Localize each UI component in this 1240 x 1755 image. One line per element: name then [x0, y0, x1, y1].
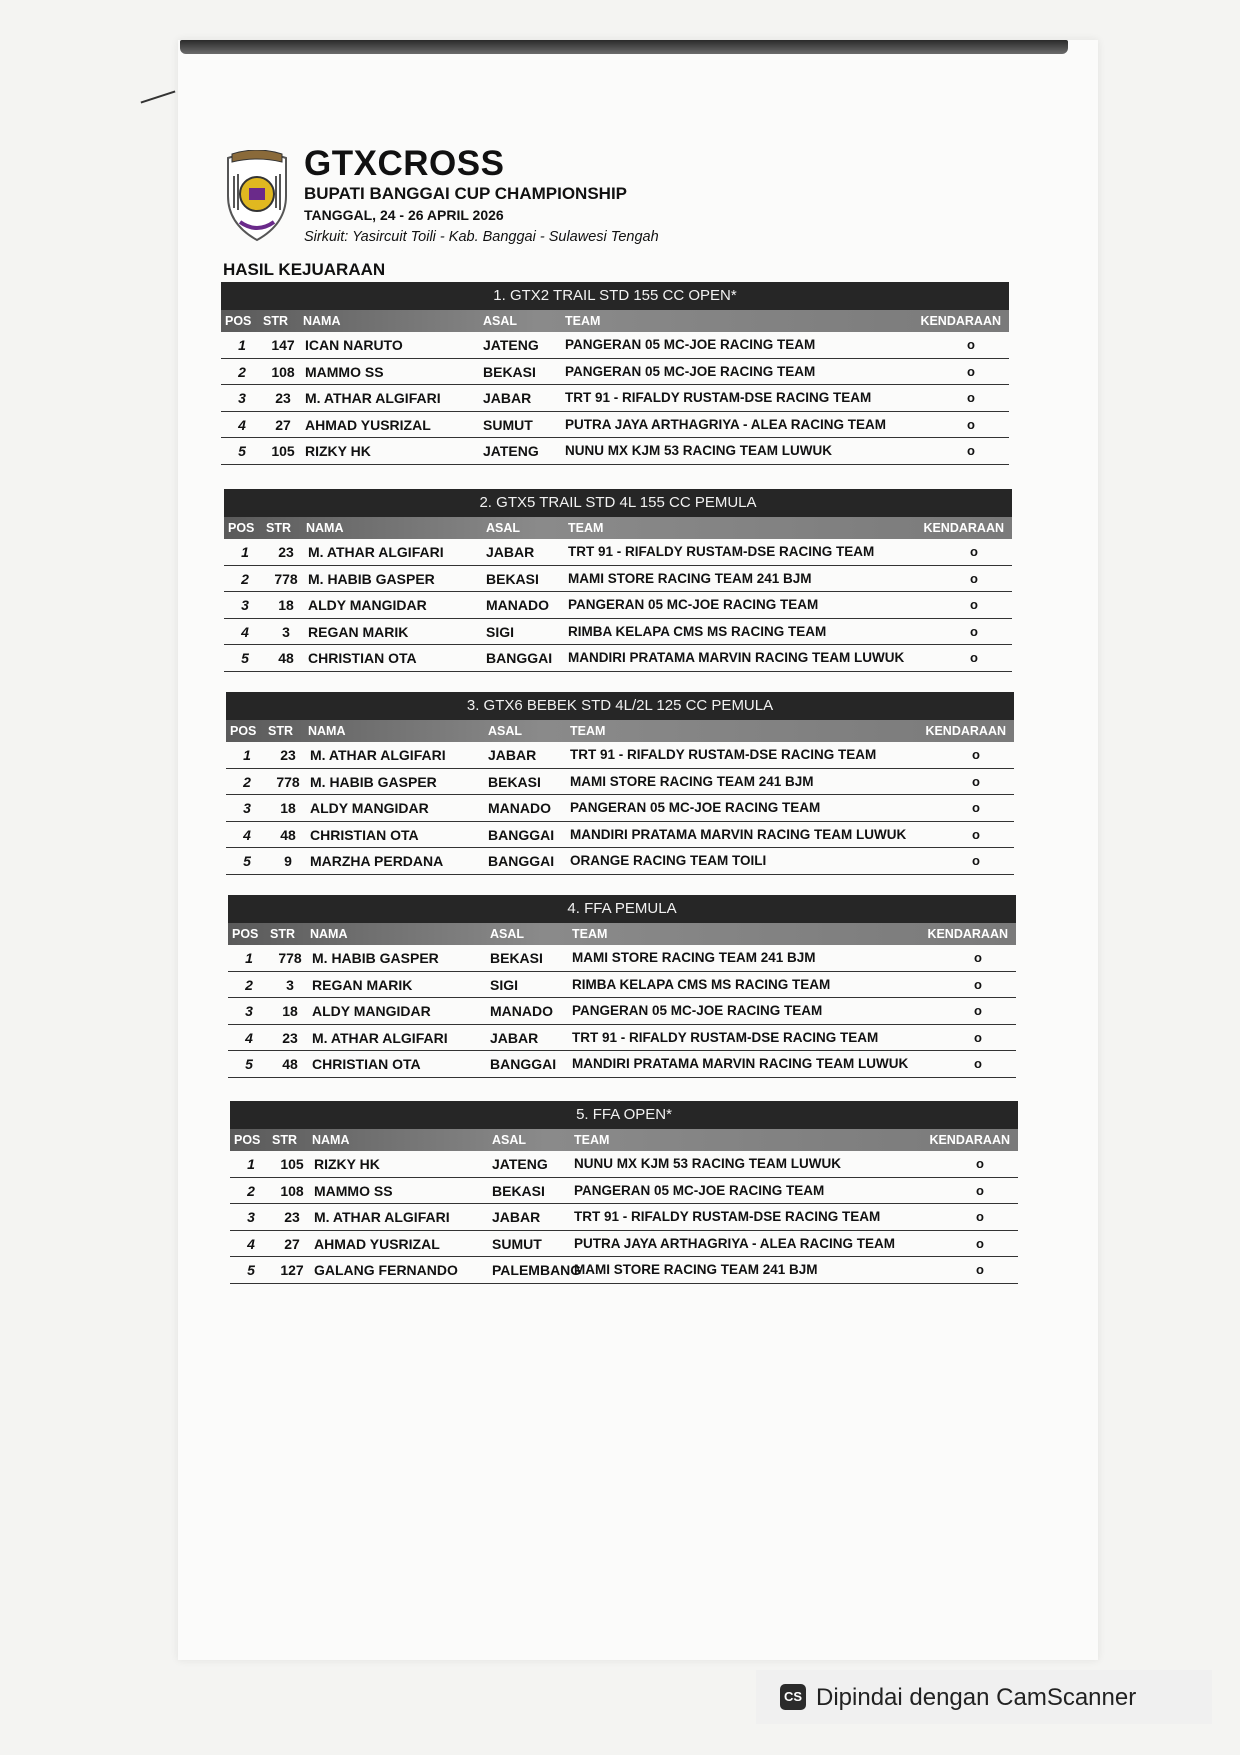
cell-kend: o — [970, 570, 978, 586]
column-header-kendaraan: KENDARAAN — [923, 521, 1004, 535]
cell-asal: JABAR — [492, 1209, 541, 1225]
column-header-pos: POS — [234, 1133, 261, 1147]
table-row — [221, 332, 1009, 359]
cell-pos: 3 — [245, 1003, 253, 1019]
table-row — [226, 795, 1014, 822]
event-date: TANGGAL, 24 - 26 APRIL 2026 — [304, 207, 504, 223]
table-row — [224, 592, 1012, 619]
cell-kend: o — [976, 1182, 984, 1198]
cell-pos: 3 — [241, 597, 249, 613]
cell-str: 27 — [275, 416, 291, 433]
championship-subtitle: BUPATI BANGGAI CUP CHAMPIONSHIP — [304, 184, 628, 203]
cell-asal: BEKASI — [488, 773, 541, 790]
section-title: 5. FFA OPEN* — [230, 1101, 1018, 1129]
cell-team: PANGERAN 05 MC-JOE RACING TEAM — [568, 597, 819, 612]
cell-team: PUTRA JAYA ARTHAGRIYA - ALEA RACING TEAM — [574, 1235, 896, 1251]
table-row — [221, 438, 1009, 465]
cell-str: 48 — [278, 650, 294, 666]
cell-team: MAMI STORE RACING TEAM 241 BJM — [574, 1262, 818, 1277]
table-row — [230, 1204, 1018, 1231]
table-row — [228, 998, 1016, 1025]
column-header-pos: POS — [225, 314, 252, 328]
section-title: 1. GTX2 TRAIL STD 155 CC OPEN* — [221, 282, 1009, 310]
cell-nama: AHMAD YUSRIZAL — [314, 1235, 440, 1252]
circuit-info: Sirkuit: Yasircuit Toili - Kab. Banggai - Sulawesi Tengah — [304, 229, 659, 245]
cell-asal: MANADO — [488, 800, 551, 816]
cell-asal: JABAR — [490, 1029, 539, 1046]
cell-nama: ALDY MANGIDAR — [310, 800, 429, 816]
cell-pos: 3 — [238, 390, 246, 406]
cell-str: 23 — [282, 1029, 298, 1046]
camscanner-cs-icon: CS — [780, 1684, 806, 1710]
cell-nama: ALDY MANGIDAR — [312, 1003, 431, 1019]
cell-team: PUTRA JAYA ARTHAGRIYA - ALEA RACING TEAM — [565, 416, 887, 432]
column-header-row — [228, 923, 1016, 945]
column-header-row — [224, 517, 1012, 539]
cell-team: PANGERAN 05 MC-JOE RACING TEAM — [565, 337, 816, 352]
column-header-row — [221, 310, 1009, 332]
cell-str: 27 — [284, 1235, 300, 1252]
cell-str: 105 — [271, 443, 295, 459]
cell-pos: 2 — [247, 1182, 255, 1199]
table-row — [224, 645, 1012, 672]
cell-nama: M. HABIB GASPER — [308, 570, 435, 587]
cell-kend: o — [976, 1262, 984, 1277]
cell-asal: SUMUT — [483, 416, 533, 433]
cell-nama: M. ATHAR ALGIFARI — [314, 1209, 450, 1225]
cell-pos: 5 — [241, 650, 249, 666]
table-row — [228, 945, 1016, 972]
cell-asal: BEKASI — [483, 363, 536, 380]
cell-team: MANDIRI PRATAMA MARVIN RACING TEAM LUWUK — [570, 826, 907, 842]
cell-str: 3 — [286, 976, 294, 993]
cell-nama: GALANG FERNANDO — [314, 1262, 458, 1278]
cell-nama: RIZKY HK — [314, 1156, 380, 1172]
cell-team: TRT 91 - RIFALDY RUSTAM-DSE RACING TEAM — [570, 747, 877, 762]
cell-asal: BANGGAI — [490, 1056, 557, 1072]
cell-kend: o — [972, 853, 980, 868]
cell-nama: M. ATHAR ALGIFARI — [305, 390, 441, 406]
pen-mark — [141, 90, 176, 103]
cell-asal: MANADO — [490, 1003, 553, 1019]
cell-str: 48 — [282, 1056, 298, 1072]
cell-pos: 4 — [247, 1235, 255, 1252]
cell-kend: o — [970, 623, 978, 639]
cell-team: TRT 91 - RIFALDY RUSTAM-DSE RACING TEAM — [572, 1029, 879, 1045]
table-row — [230, 1257, 1018, 1284]
cell-nama: REGAN MARIK — [308, 623, 409, 640]
cell-asal: JATENG — [483, 443, 539, 459]
cell-str: 108 — [280, 1182, 304, 1199]
cell-team: PANGERAN 05 MC-JOE RACING TEAM — [574, 1182, 825, 1198]
cell-pos: 5 — [245, 1056, 253, 1072]
column-header-nama: NAMA — [308, 724, 346, 738]
results-section-4 — [228, 895, 1016, 1078]
cell-pos: 4 — [243, 826, 251, 843]
column-header-kendaraan: KENDARAAN — [925, 724, 1006, 738]
table-row — [226, 769, 1014, 796]
cell-team: RIMBA KELAPA CMS MS RACING TEAM — [572, 976, 831, 992]
cell-asal: JATENG — [492, 1156, 548, 1172]
cell-asal: JATENG — [483, 337, 539, 353]
cell-nama: ALDY MANGIDAR — [308, 597, 427, 613]
cell-asal: BANGGAI — [486, 650, 553, 666]
cell-kend: o — [967, 416, 975, 432]
cell-kend: o — [976, 1235, 984, 1251]
cell-kend: o — [967, 443, 975, 458]
cell-kend: o — [970, 544, 978, 559]
cell-pos: 5 — [238, 443, 246, 459]
cell-team: ORANGE RACING TEAM TOILI — [570, 853, 767, 868]
table-row — [228, 1051, 1016, 1078]
cell-asal: SUMUT — [492, 1235, 542, 1252]
column-header-nama: NAMA — [312, 1133, 350, 1147]
cell-str: 778 — [274, 570, 298, 587]
cell-nama: ICAN NARUTO — [305, 337, 403, 353]
column-header-pos: POS — [230, 724, 257, 738]
cell-kend: o — [976, 1156, 984, 1171]
table-row — [221, 412, 1009, 439]
cell-pos: 3 — [243, 800, 251, 816]
cell-nama: MAMMO SS — [314, 1182, 393, 1199]
column-header-kendaraan: KENDARAAN — [920, 314, 1001, 328]
column-header-str: STR — [268, 724, 293, 738]
cell-nama: M. ATHAR ALGIFARI — [312, 1029, 448, 1046]
cell-str: 778 — [278, 950, 302, 966]
table-row — [221, 359, 1009, 386]
cell-str: 23 — [275, 390, 291, 406]
cell-team: MANDIRI PRATAMA MARVIN RACING TEAM LUWUK — [568, 650, 905, 665]
cell-kend: o — [974, 1003, 982, 1018]
table-row — [224, 566, 1012, 593]
table-row — [226, 742, 1014, 769]
cell-pos: 5 — [247, 1262, 255, 1278]
cell-kend: o — [974, 950, 982, 965]
cell-str: 18 — [282, 1003, 298, 1019]
cell-str: 108 — [271, 363, 295, 380]
cell-nama: AHMAD YUSRIZAL — [305, 416, 431, 433]
column-header-str: STR — [263, 314, 288, 328]
column-header-team: TEAM — [570, 724, 606, 738]
cell-kend: o — [974, 976, 982, 992]
camscanner-text: Dipindai dengan CamScanner — [816, 1684, 1137, 1711]
cell-team: TRT 91 - RIFALDY RUSTAM-DSE RACING TEAM — [565, 390, 872, 405]
table-row — [221, 385, 1009, 412]
table-row — [226, 848, 1014, 875]
section-title: 2. GTX5 TRAIL STD 4L 155 CC PEMULA — [224, 489, 1012, 517]
column-header-str: STR — [272, 1133, 297, 1147]
cell-team: TRT 91 - RIFALDY RUSTAM-DSE RACING TEAM — [568, 544, 875, 559]
column-header-pos: POS — [228, 521, 255, 535]
cell-str: 127 — [280, 1262, 304, 1278]
cell-str: 18 — [278, 597, 294, 613]
cell-team: TRT 91 - RIFALDY RUSTAM-DSE RACING TEAM — [574, 1209, 881, 1224]
column-header-team: TEAM — [572, 927, 608, 941]
cell-pos: 1 — [241, 544, 249, 560]
cell-team: MAMI STORE RACING TEAM 241 BJM — [568, 570, 812, 586]
column-header-asal: ASAL — [490, 927, 525, 941]
cell-asal: SIGI — [490, 976, 519, 993]
cell-nama: M. HABIB GASPER — [312, 950, 439, 966]
column-header-team: TEAM — [574, 1133, 610, 1147]
cell-team: NUNU MX KJM 53 RACING TEAM LUWUK — [565, 443, 833, 458]
column-header-pos: POS — [232, 927, 259, 941]
cell-asal: SIGI — [486, 623, 515, 640]
cell-str: 23 — [284, 1209, 300, 1225]
cell-kend: o — [967, 363, 975, 379]
section-title: 3. GTX6 BEBEK STD 4L/2L 125 CC PEMULA — [226, 692, 1014, 720]
cell-kend: o — [974, 1056, 982, 1071]
column-header-asal: ASAL — [488, 724, 523, 738]
cell-asal: BEKASI — [486, 570, 539, 587]
cell-asal: BANGGAI — [488, 853, 555, 869]
cell-team: PANGERAN 05 MC-JOE RACING TEAM — [572, 1003, 823, 1018]
cell-kend: o — [976, 1209, 984, 1224]
cell-asal: MANADO — [486, 597, 549, 613]
cell-str: 18 — [280, 800, 296, 816]
table-row — [230, 1231, 1018, 1258]
scan-top-edge — [180, 40, 1068, 54]
cell-kend: o — [967, 390, 975, 405]
cell-kend: o — [972, 826, 980, 842]
cell-kend: o — [972, 747, 980, 762]
column-header-team: TEAM — [568, 521, 604, 535]
column-header-str: STR — [266, 521, 291, 535]
cell-str: 23 — [280, 747, 296, 763]
table-row — [224, 539, 1012, 566]
cell-pos: 4 — [238, 416, 246, 433]
cell-pos: 4 — [245, 1029, 253, 1046]
results-section-1 — [221, 282, 1009, 465]
results-section-3 — [226, 692, 1014, 875]
cell-pos: 2 — [238, 363, 246, 380]
cell-pos: 2 — [241, 570, 249, 587]
cell-kend: o — [970, 597, 978, 612]
column-header-asal: ASAL — [483, 314, 518, 328]
cell-nama: CHRISTIAN OTA — [310, 826, 419, 843]
cell-asal: PALEMBANG — [492, 1262, 582, 1278]
cell-asal: JABAR — [488, 747, 537, 763]
cell-nama: MAMMO SS — [305, 363, 384, 380]
cell-kend: o — [967, 337, 975, 352]
cell-asal: JABAR — [486, 544, 535, 560]
cell-pos: 1 — [243, 747, 251, 763]
column-header-row — [230, 1129, 1018, 1151]
cell-kend: o — [972, 800, 980, 815]
cell-pos: 2 — [245, 976, 253, 993]
cell-asal: BANGGAI — [488, 826, 555, 843]
cell-str: 105 — [280, 1156, 304, 1172]
cell-str: 23 — [278, 544, 294, 560]
camscanner-watermark — [756, 1670, 1212, 1724]
cell-str: 3 — [282, 623, 290, 640]
cell-pos: 1 — [238, 337, 246, 353]
cell-team: MAMI STORE RACING TEAM 241 BJM — [572, 950, 816, 965]
cell-asal: JABAR — [483, 390, 532, 406]
table-row — [224, 619, 1012, 646]
brand-title: GTXCROSS — [304, 144, 505, 183]
cell-asal: BEKASI — [490, 950, 543, 966]
column-header-nama: NAMA — [306, 521, 344, 535]
column-header-nama: NAMA — [303, 314, 341, 328]
cell-team: NUNU MX KJM 53 RACING TEAM LUWUK — [574, 1156, 842, 1171]
cell-team: RIMBA KELAPA CMS MS RACING TEAM — [568, 623, 827, 639]
table-row — [228, 1025, 1016, 1052]
cell-str: 9 — [284, 853, 292, 869]
table-row — [226, 822, 1014, 849]
column-header-nama: NAMA — [310, 927, 348, 941]
cell-asal: BEKASI — [492, 1182, 545, 1199]
cell-pos: 4 — [241, 623, 249, 640]
cell-str: 147 — [271, 337, 295, 353]
cell-pos: 3 — [247, 1209, 255, 1225]
cell-nama: REGAN MARIK — [312, 976, 413, 993]
table-row — [228, 972, 1016, 999]
cell-nama: M. ATHAR ALGIFARI — [310, 747, 446, 763]
column-header-str: STR — [270, 927, 295, 941]
cell-nama: CHRISTIAN OTA — [308, 650, 417, 666]
results-section-2 — [224, 489, 1012, 672]
column-header-asal: ASAL — [492, 1133, 527, 1147]
table-row — [230, 1151, 1018, 1178]
cell-pos: 1 — [247, 1156, 255, 1172]
championship-shield-logo-icon — [222, 150, 292, 242]
results-label: HASIL KEJUARAAN — [223, 260, 386, 279]
cell-pos: 2 — [243, 773, 251, 790]
column-header-kendaraan: KENDARAAN — [929, 1133, 1010, 1147]
cell-team: PANGERAN 05 MC-JOE RACING TEAM — [570, 800, 821, 815]
cell-str: 48 — [280, 826, 296, 843]
cell-kend: o — [974, 1029, 982, 1045]
results-section-5 — [230, 1101, 1018, 1284]
section-title: 4. FFA PEMULA — [228, 895, 1016, 923]
cell-nama: RIZKY HK — [305, 443, 371, 459]
cell-kend: o — [972, 773, 980, 789]
cell-nama: CHRISTIAN OTA — [312, 1056, 421, 1072]
column-header-row — [226, 720, 1014, 742]
table-row — [230, 1178, 1018, 1205]
cell-team: MAMI STORE RACING TEAM 241 BJM — [570, 773, 814, 789]
column-header-asal: ASAL — [486, 521, 521, 535]
cell-str: 778 — [276, 773, 300, 790]
cell-nama: MARZHA PERDANA — [310, 853, 444, 869]
cell-pos: 1 — [245, 950, 253, 966]
cell-pos: 5 — [243, 853, 251, 869]
cell-kend: o — [970, 650, 978, 665]
cell-nama: M. HABIB GASPER — [310, 773, 437, 790]
column-header-team: TEAM — [565, 314, 601, 328]
cell-nama: M. ATHAR ALGIFARI — [308, 544, 444, 560]
cell-team: PANGERAN 05 MC-JOE RACING TEAM — [565, 363, 816, 379]
cell-team: MANDIRI PRATAMA MARVIN RACING TEAM LUWUK — [572, 1056, 909, 1071]
document-header — [222, 140, 822, 250]
column-header-kendaraan: KENDARAAN — [927, 927, 1008, 941]
